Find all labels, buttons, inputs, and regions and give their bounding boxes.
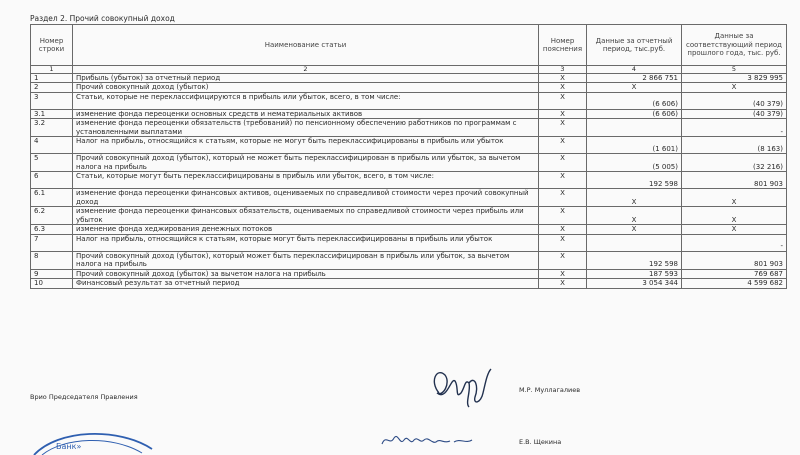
row-prior-value: 769 687: [682, 269, 787, 279]
row-number: 3: [31, 92, 73, 109]
row-note: X: [539, 269, 587, 279]
stamp-text: Банк»: [56, 442, 82, 451]
table-row: [31, 172, 787, 189]
row-item-name: Прибыль (убыток) за отчетный период: [73, 73, 539, 83]
col-number: 3: [539, 66, 587, 74]
table-row: [31, 279, 787, 289]
row-note: X: [539, 83, 587, 93]
row-note: X: [539, 234, 587, 251]
table-row: [31, 73, 787, 83]
row-current-value: 192 598: [587, 251, 682, 269]
row-prior-value: -: [682, 234, 787, 251]
table-row: [31, 92, 787, 109]
row-prior-value: X: [682, 83, 787, 93]
row-item-name: Статьи, которые могут быть переклассифицированы в прибыль или убыток, всего, в том числе:: [73, 172, 539, 189]
row-current-value: 192 598: [587, 172, 682, 189]
row-current-value: X: [587, 207, 682, 225]
row-current-value: X: [587, 225, 682, 235]
row-current-value: [587, 234, 682, 251]
row-current-value: 2 866 751: [587, 73, 682, 83]
row-current-value: 3 054 344: [587, 279, 682, 289]
row-note: X: [539, 109, 587, 119]
col-number: 2: [73, 66, 539, 74]
row-note: X: [539, 225, 587, 235]
row-current-value: (5 005): [587, 154, 682, 172]
col-number: 5: [682, 66, 787, 74]
row-current-value: (6 606): [587, 92, 682, 109]
table-row: [31, 225, 787, 235]
row-number: 3.2: [31, 119, 73, 137]
row-item-name: Прочий совокупный доход (убыток) за вычетом налога на прибыль: [73, 269, 539, 279]
row-prior-value: (32 216): [682, 154, 787, 172]
row-current-value: X: [587, 189, 682, 207]
row-note: X: [539, 73, 587, 83]
comprehensive-income-table: [30, 24, 787, 289]
row-item-name: Налог на прибыль, относящийся к статьям, которые не могут быть переклассифицированы в прибыль или убыток: [73, 137, 539, 154]
header-prior: Данные за соответствующий период прошлого года, тыс. руб.: [682, 25, 787, 66]
row-current-value: [587, 119, 682, 137]
row-item-name: Налог на прибыль, относящийся к статьям, которые могут быть переклассифицированы в прибыль или убыток: [73, 234, 539, 251]
row-item-name: изменение фонда переоценки обязательств (требований) по пенсионному обеспечению работников по программам с установленными выплатами: [73, 119, 539, 137]
row-number: 2: [31, 83, 73, 93]
row-item-name: изменение фонда переоценки основных средств и нематериальных активов: [73, 109, 539, 119]
row-current-value: (1 601): [587, 137, 682, 154]
row-item-name: Финансовый результат за отчетный период: [73, 279, 539, 289]
table-row: [31, 251, 787, 269]
row-prior-value: 3 829 995: [682, 73, 787, 83]
row-prior-value: (40 379): [682, 109, 787, 119]
row-note: X: [539, 154, 587, 172]
row-current-value: X: [587, 83, 682, 93]
row-prior-value: X: [682, 207, 787, 225]
row-number: 6.3: [31, 225, 73, 235]
row-current-value: (6 606): [587, 109, 682, 119]
header-note: Номер пояснения: [539, 25, 587, 66]
row-prior-value: X: [682, 189, 787, 207]
column-number-row: [31, 66, 787, 74]
row-number: 1: [31, 73, 73, 83]
signatory-name-2: Е.В. Щекина: [519, 438, 562, 446]
row-number: 6: [31, 172, 73, 189]
row-note: X: [539, 92, 587, 109]
section-title: Раздел 2. Прочий совокупный доход: [30, 14, 175, 23]
row-number: 10: [31, 279, 73, 289]
row-item-name: Прочий совокупный доход (убыток): [73, 83, 539, 93]
row-note: X: [539, 207, 587, 225]
row-note: X: [539, 137, 587, 154]
row-item-name: Прочий совокупный доход (убыток), который не может быть переклассифицирован в прибыль или убыток, за вычетом налога на прибыль: [73, 154, 539, 172]
table-row: [31, 234, 787, 251]
row-prior-value: 801 903: [682, 251, 787, 269]
row-item-name: изменение фонда переоценки финансовых обязательств, оцениваемых по справедливой стоимости через прибыль или убыток: [73, 207, 539, 225]
table-row: [31, 154, 787, 172]
row-note: X: [539, 279, 587, 289]
row-prior-value: X: [682, 225, 787, 235]
row-prior-value: 801 903: [682, 172, 787, 189]
row-number: 4: [31, 137, 73, 154]
row-number: 9: [31, 269, 73, 279]
row-number: 8: [31, 251, 73, 269]
row-number: 6.1: [31, 189, 73, 207]
row-item-name: Прочий совокупный доход (убыток), который может быть переклассифицирован в прибыль или убыток, за вычетом налога на прибыль: [73, 251, 539, 269]
row-note: X: [539, 172, 587, 189]
row-item-name: изменение фонда хеджирования денежных потоков: [73, 225, 539, 235]
row-item-name: изменение фонда переоценки финансовых активов, оцениваемых по справедливой стоимости через прочий совокупный доход: [73, 189, 539, 207]
row-number: 3.1: [31, 109, 73, 119]
row-prior-value: (8 163): [682, 137, 787, 154]
row-number: 5: [31, 154, 73, 172]
bank-stamp: [28, 425, 158, 455]
table-row: [31, 109, 787, 119]
row-note: X: [539, 189, 587, 207]
header-current: Данные за отчетный период, тыс.руб.: [587, 25, 682, 66]
row-note: X: [539, 119, 587, 137]
row-number: 7: [31, 234, 73, 251]
header-line-no: Номер строки: [31, 25, 73, 66]
row-prior-value: 4 599 682: [682, 279, 787, 289]
table-row: [31, 207, 787, 225]
row-item-name: Статьи, которые не переклассифицируются в прибыль или убыток, всего, в том числе:: [73, 92, 539, 109]
table-row: [31, 269, 787, 279]
row-number: 6.2: [31, 207, 73, 225]
row-prior-value: -: [682, 119, 787, 137]
row-prior-value: (40 379): [682, 92, 787, 109]
header-item: Наименование статьи: [73, 25, 539, 66]
signature-image: [425, 363, 505, 411]
row-current-value: 187 593: [587, 269, 682, 279]
row-note: X: [539, 251, 587, 269]
signatory-name-1: М.Р. Муллагалиев: [519, 386, 581, 394]
table-row: [31, 119, 787, 137]
table-row: [31, 137, 787, 154]
col-number: 1: [31, 66, 73, 74]
signature-image: [380, 430, 490, 450]
signatory-role: Врио Председателя Правления: [30, 393, 138, 401]
table-row: [31, 189, 787, 207]
col-number: 4: [587, 66, 682, 74]
table-row: [31, 83, 787, 93]
